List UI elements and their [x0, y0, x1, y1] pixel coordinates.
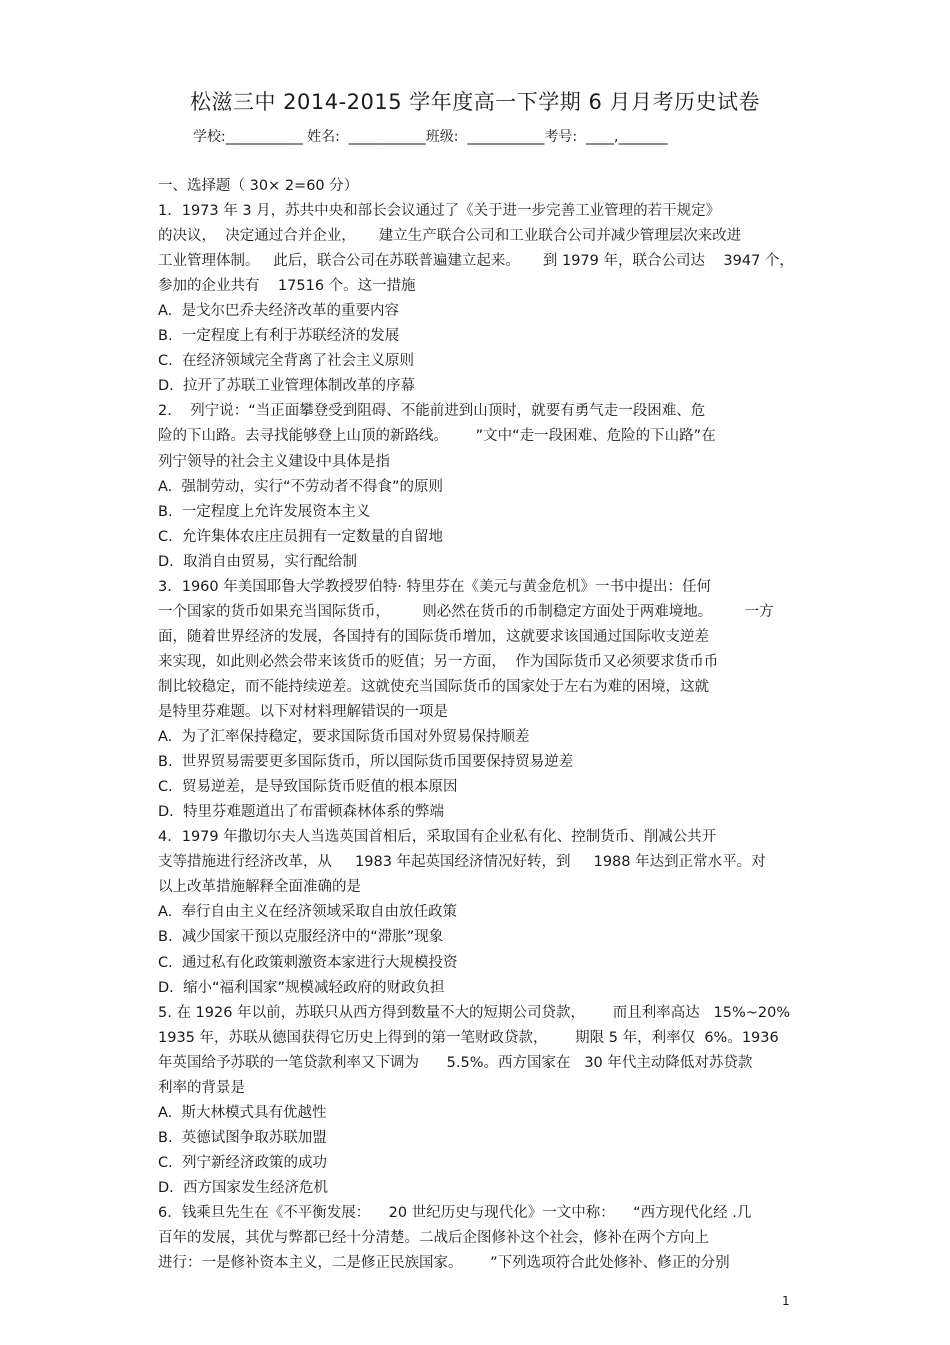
text-line: A. 是戈尔巴乔夫经济改革的重要内容	[158, 303, 399, 319]
text-line: 1．1973 年 3 月，苏共中央和部长会议通过了《关于进一步完善工业管理的若干规定》	[158, 203, 721, 219]
text-line: 进行：一是修补资本主义，二是修正民族国家。 ”下列选项符合此处修补、修正的分别	[158, 1255, 730, 1271]
exam-title: 松滋三中 2014-2015 学年度高一下学期 6 月月考历史试卷	[189, 90, 761, 114]
text-line: C. 通过私有化政策刺激资本家进行大规模投资	[158, 955, 458, 971]
text-line: B. 世界贸易需要更多国际货币，所以国际货币国要保持贸易逆差	[158, 754, 574, 770]
text-line: 5. 在 1926 年以前，苏联只从西方得到数量不大的短期公司贷款， 而且利率高达 15%~20%	[158, 1005, 791, 1021]
text-line: A. 斯大林模式具有优越性	[158, 1105, 327, 1121]
text-line: D. 特里芬难题道出了布雷顿森林体系的弊端	[158, 804, 444, 820]
page-number: 1	[782, 1294, 790, 1308]
text-line: 年英国给予苏联的一笔贷款利率又下调为 5.5%。西方国家在 30 年代主动降低对苏贷款	[158, 1055, 753, 1071]
text-line: 参加的企业共有 17516 个。这一措施	[158, 278, 416, 294]
text-line: B. 英德试图争取苏联加盟	[158, 1130, 327, 1146]
text-line: 险的下山路。去寻找能够登上山顶的新路线。 ”文中“走一段困难、危险的下山路”在	[158, 428, 716, 444]
text-line: D. 缩小“福利国家”规模减轻政府的财政负担	[158, 980, 445, 996]
text-line: A. 奉行自由主义在经济领域采取自由放任政策	[158, 904, 457, 920]
text-line: 是特里芬难题。以下对材料理解错误的一项是	[158, 704, 448, 720]
text-line: C. 贸易逆差，是导致国际货币贬值的根本原因	[158, 779, 458, 795]
text-line: 面，随着世界经济的发展，各国持有的国际货币增加，这就要求该国通过国际收支逆差	[158, 629, 709, 645]
text-line: 2. 列宁说：“当正面攀登受到阻碍、不能前进到山顶时，就要有勇气走一段困难、危	[158, 403, 706, 419]
text-line: 1935 年，苏联从德国获得它历史上得到的第一笔财政贷款， 期限 5 年，利率仅 6%。1936	[158, 1030, 779, 1046]
text-line: D. 拉开了苏联工业管理体制改革的序幕	[158, 378, 415, 394]
text-line: 3．1960 年美国耶鲁大学教授罗伯特· 特里芬在《美元与黄金危机》一书中提出：任何	[158, 579, 711, 595]
student-info-line: 学校:___________ 姓名: ___________班级: ___________考号: ____,_______	[193, 129, 668, 145]
section-heading: 一、选择题（ 30× 2=60 分）	[158, 178, 359, 194]
text-line: 制比较稳定，而不能持续逆差。这就使充当国际货币的国家处于左右为难的困境，这就	[158, 679, 709, 695]
text-line: D. 取消自由贸易，实行配给制	[158, 554, 357, 570]
text-line: C. 列宁新经济政策的成功	[158, 1155, 327, 1171]
text-line: 以上改革措施解释全面准确的是	[158, 879, 361, 895]
text-line: C. 在经济领域完全背离了社会主义原则	[158, 353, 414, 369]
text-line: 支等措施进行经济改革，从 1983 年起英国经济情况好转，到 1988 年达到正常水平。对	[158, 854, 766, 870]
text-line: 列宁领导的社会主义建设中具体是指	[158, 454, 390, 470]
text-line: B. 减少国家干预以克服经济中的“滞胀”现象	[158, 929, 444, 945]
text-line: 一个国家的货币如果充当国际货币， 则必然在货币的币制稳定方面处于两难境地。 一方	[158, 604, 774, 620]
text-line: A. 强制劳动，实行“不劳动者不得食”的原则	[158, 479, 444, 495]
text-line: 利率的背景是	[158, 1080, 245, 1096]
text-line: 的决议， 决定通过合并企业， 建立生产联合公司和工业联合公司并减少管理层次来改进	[158, 228, 742, 244]
text-line: C. 允许集体农庄庄员拥有一定数量的自留地	[158, 529, 443, 545]
text-line: 6．钱乘旦先生在《不平衡发展： 20 世纪历史与现代化》一文中称： “西方现代化经 .几	[158, 1205, 752, 1221]
text-line: A. 为了汇率保持稳定，要求国际货币国对外贸易保持顺差	[158, 729, 530, 745]
text-line: 4．1979 年撒切尔夫人当选英国首相后，采取国有企业私有化、控制货币、削减公共开	[158, 829, 717, 845]
text-line: B. 一定程度上允许发展资本主义	[158, 504, 371, 520]
text-line: B. 一定程度上有利于苏联经济的发展	[158, 328, 400, 344]
text-line: 工业管理体制。 此后，联合公司在苏联普遍建立起来。 到 1979 年，联合公司达 3947 个，	[158, 253, 794, 269]
text-line: 百年的发展，其优与弊都已经十分清楚。二战后企图修补这个社会，修补在两个方向上	[158, 1230, 709, 1246]
text-line: 来实现，如此则必然会带来该货币的贬值；另一方面， 作为国际货币又必须要求货币币	[158, 654, 719, 670]
text-line: D. 西方国家发生经济危机	[158, 1180, 328, 1196]
